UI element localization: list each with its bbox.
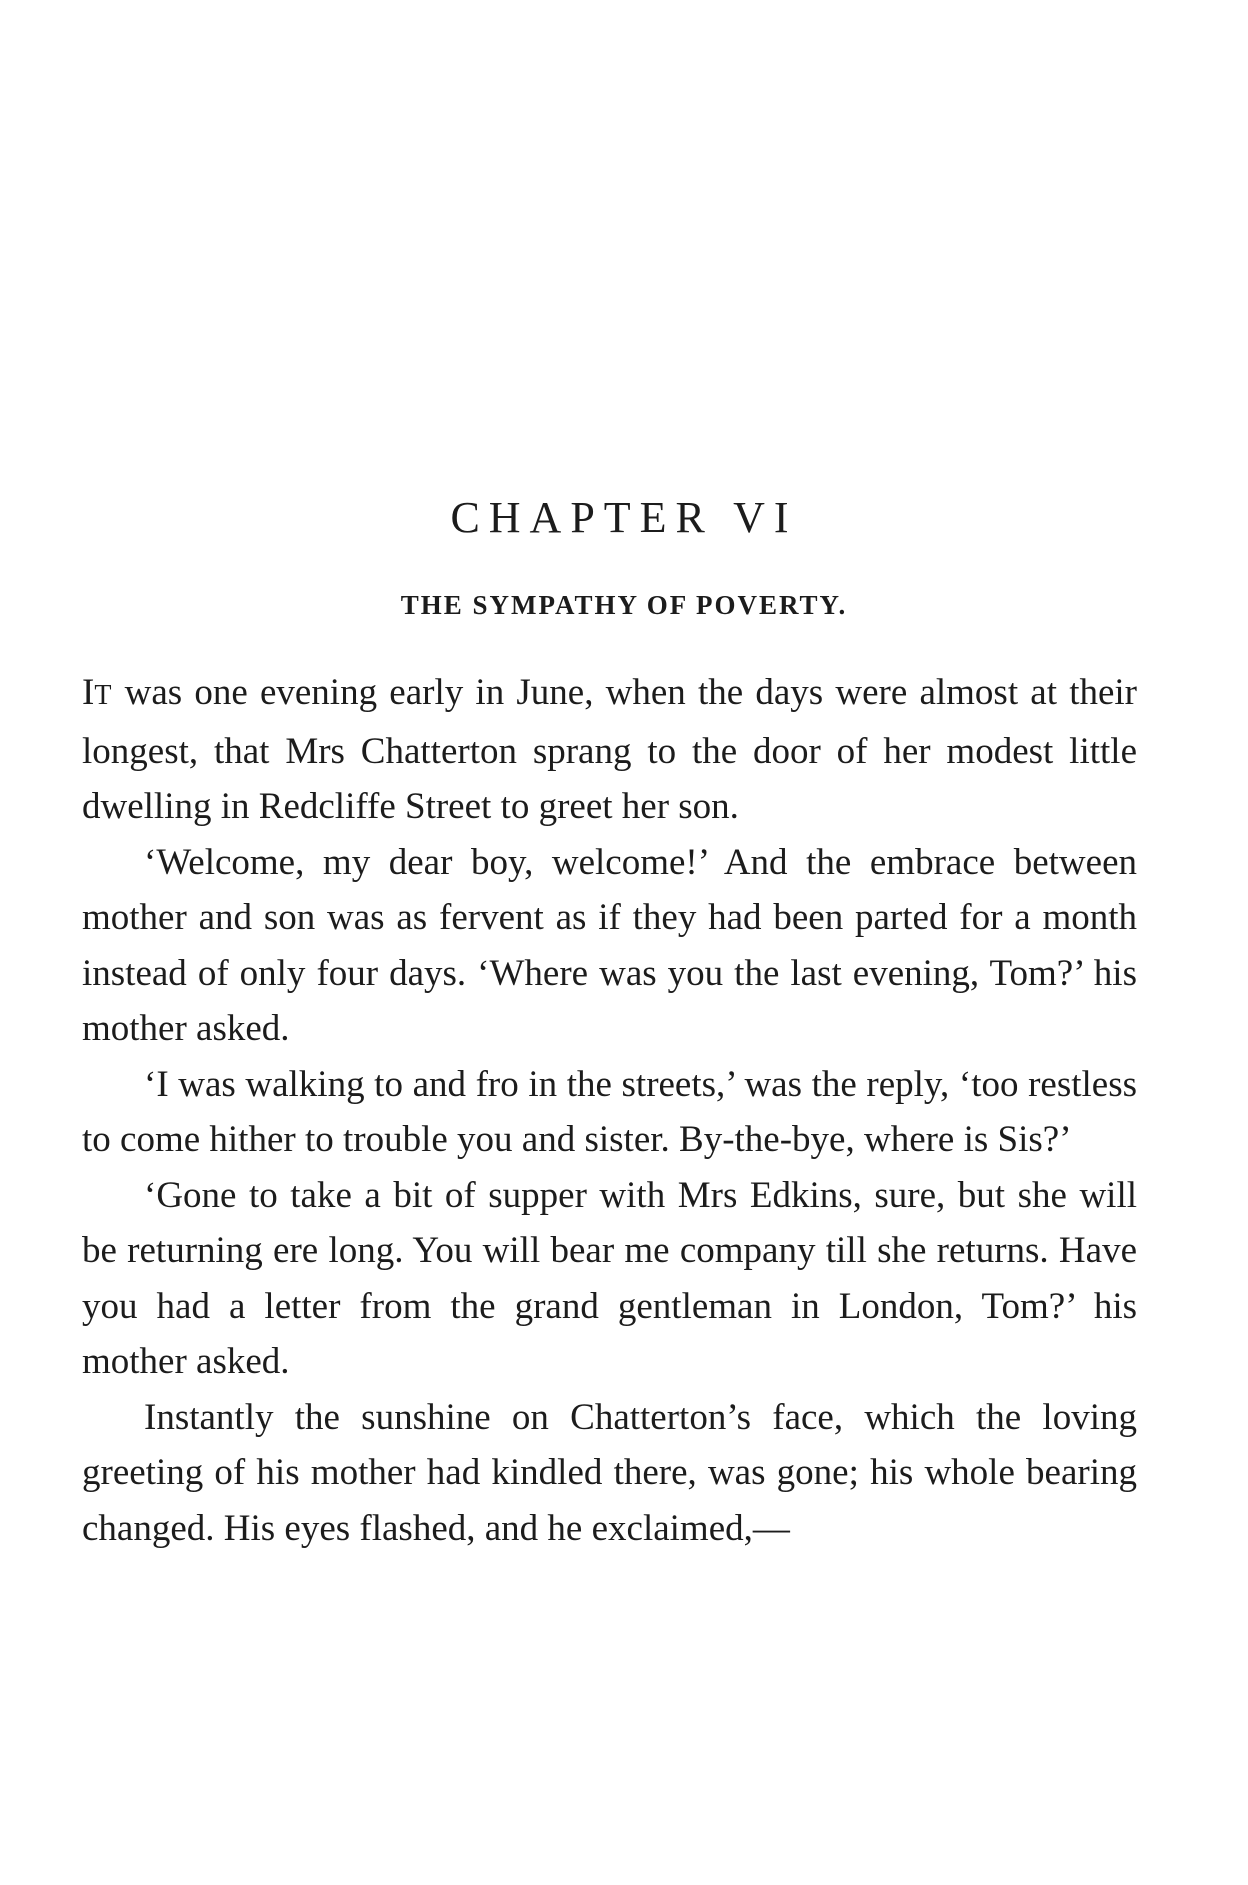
paragraph-1 [82, 665, 1137, 835]
chapter-subtitle: THE SYMPATHY OF POVERTY. [400, 590, 848, 620]
lead-small-caps: T [94, 680, 113, 711]
paragraph-5: Instantly the sunshine on Chatterton’s face, which the loving greeting of his mother had kindled there, was gone; his whole bearing changed. His eyes flashed, and he exclaimed,— [82, 1396, 1137, 1549]
lead-capital: I [82, 672, 95, 713]
paragraph-1-text: was one evening early in June, when the days were almost at their longest, that Mrs Chatterton sprang to the door of her modest little dwelling in Redcliffe Street to greet her son. [82, 672, 1137, 827]
paragraph-4: ‘Gone to take a bit of supper with Mrs Edkins, sure, but she will be returning ere long. You will bear me company till she returns. Have you had a letter from the grand gentleman in London, Tom?’ his mother asked. [82, 1174, 1137, 1382]
paragraph-2: ‘Welcome, my dear boy, welcome!’ And the embrace between mother and son was as fervent as if they had been parted for a month instead of only four days. ‘Where was you the last evening, Tom?’ his mother asked. [82, 841, 1137, 1049]
paragraph-3: ‘I was walking to and fro in the streets,’ was the reply, ‘too restless to come hither to trouble you and sister. By-the-bye, where is Sis?’ [82, 1063, 1137, 1160]
chapter-title: CHAPTER VI [450, 493, 798, 542]
chapter-body [82, 665, 1137, 1556]
